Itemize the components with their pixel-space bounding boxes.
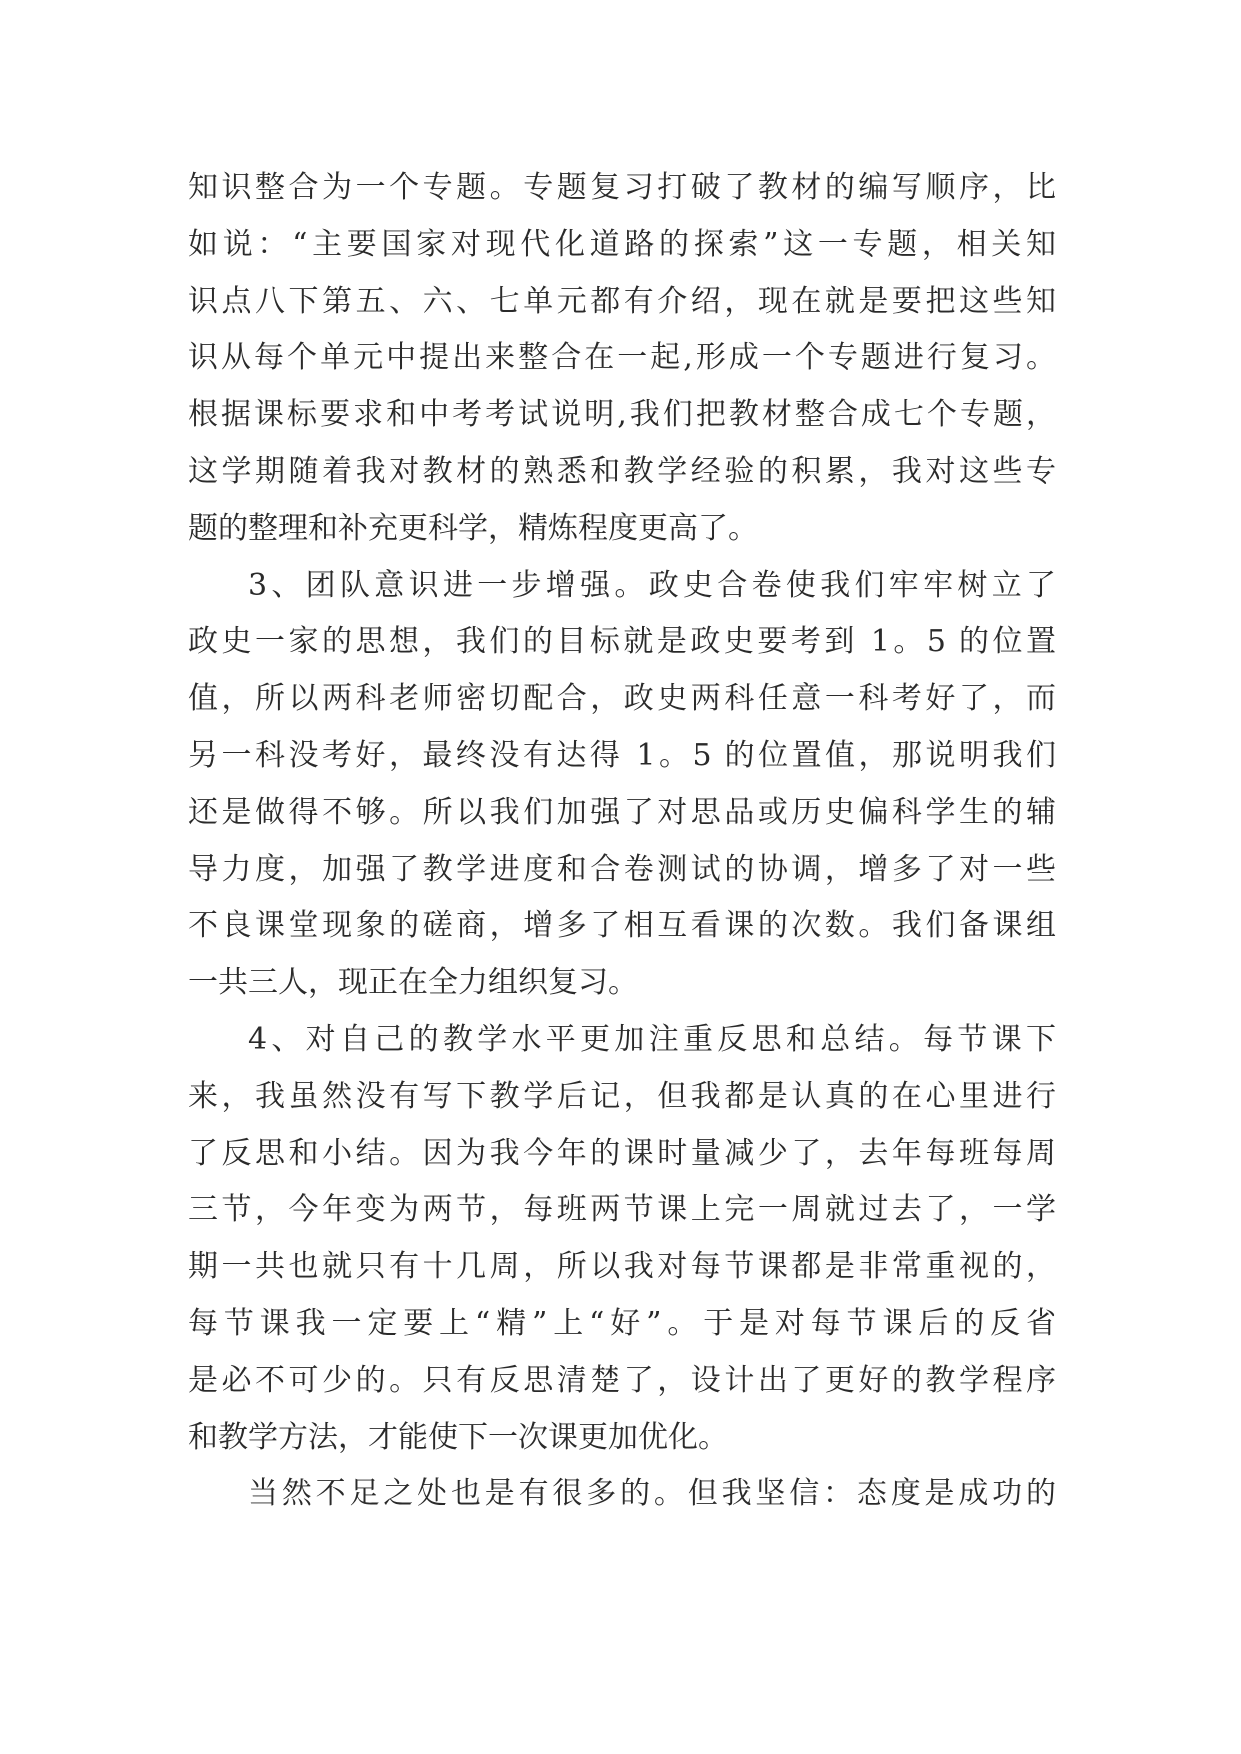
body-text	[188, 160, 1056, 1523]
text-line: 是必不可少的。只有反思清楚了，设计出了更好的教学程序	[188, 1362, 1056, 1398]
text-line: 期一共也就只有十几周，所以我对每节课都是非常重视的，	[188, 1249, 1056, 1285]
text-line: 每节课我一定要上“精”上“好”。于是对每节课后的反省	[188, 1305, 1056, 1341]
text-line: 来，我虽然没有写下教学后记，但我都是认真的在心里进行	[188, 1078, 1056, 1114]
text-line: 识从每个单元中提出来整合在一起,形成一个专题进行复习。	[188, 340, 1056, 376]
text-line: 知识整合为一个专题。专题复习打破了教材的编写顺序，比	[188, 170, 1056, 205]
text-line: 根据课标要求和中考考试说明,我们把教材整合成七个专题，	[188, 397, 1056, 433]
text-line: 这学期随着我对教材的熟悉和教学经验的积累，我对这些专	[188, 453, 1056, 489]
text-line: 值，所以两科老师密切配合，政史两科任意一科考好了，而	[188, 681, 1056, 717]
text-line: 题的整理和补充更科学，精炼程度更高了。	[188, 510, 758, 546]
text-line: 如说：“主要国家对现代化道路的探索”这一专题，相关知	[188, 226, 1056, 262]
text-line: 政史一家的思想，我们的目标就是政史要考到 1。5 的位置	[188, 624, 1056, 660]
text-line: 三节，今年变为两节，每班两节课上完一周就过去了，一学	[188, 1192, 1056, 1228]
text-line: 识点八下第五、六、七单元都有介绍，现在就是要把这些知	[188, 283, 1056, 319]
text-line: 和教学方法，才能使下一次课更加优化。	[188, 1419, 728, 1455]
text-line: 还是做得不够。所以我们加强了对思品或历史偏科学生的辅	[188, 794, 1056, 830]
text-line: 一共三人，现正在全力组织复习。	[188, 965, 638, 1001]
text-line: 不良课堂现象的磋商，增多了相互看课的次数。我们备课组	[188, 908, 1056, 944]
text-line: 4、对自己的教学水平更加注重反思和总结。每节课下	[248, 1021, 1056, 1057]
text-line: 另一科没考好，最终没有达得 1。5 的位置值，那说明我们	[188, 737, 1056, 773]
text-line: 导力度，加强了教学进度和合卷测试的协调，增多了对一些	[188, 851, 1056, 887]
text-line: 当然不足之处也是有很多的。但我坚信：态度是成功的	[248, 1476, 1056, 1512]
text-line: 3、团队意识进一步增强。政史合卷使我们牢牢树立了	[248, 567, 1056, 603]
text-line: 了反思和小结。因为我今年的课时量减少了，去年每班每周	[188, 1135, 1056, 1171]
